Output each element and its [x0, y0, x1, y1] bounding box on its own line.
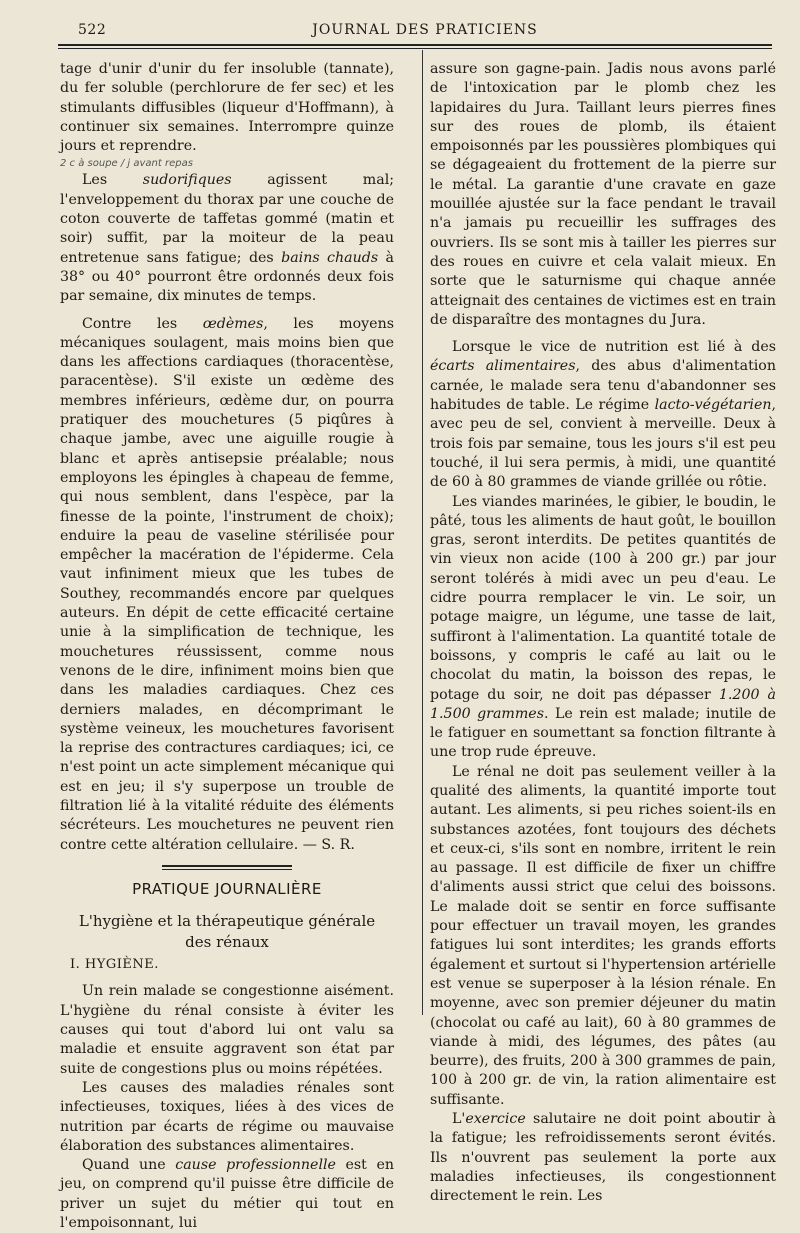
article-title: L'hygiène et la thérapeutique générale des rénaux: [78, 912, 376, 952]
paragraph: Contre les œdèmes, les moyens mécaniques soulagent, mais moins bien que dans les affections cardiaques (thoracentèse, paracentèse). S'il existe un œdème des membres inférieurs, œdème dur, on pourra pratiquer des mouchetures (5 piqûres à chaque jambe, avec une aiguille rougie à blanc et après antisepsie préalable; nous employons les épingles à chapeau de femme, qui nous semblent, dans l'espèce, par la finesse de la pointe, l'instrument de choix); enduire la peau de vaseline stérilisée pour empêcher la macération de l'épiderme. Cela vaut infiniment mieux que les tubes de Southey, recommandés encore par quelques auteurs. En dépit de cette efficacité certaine unie à la simplification de technique, les mouchetures réussissent, comme nous venons de le dire, infiniment moins bien que dans les maladies cardiaques. Chez ces derniers malades, en décomprimant le système veineux, les mouchetures favorisent la reprise des contractures cardiaques; ici, ce n'est point un acte simplement mécanique qui est en jeu; il s'y superpose un trouble de filtration lié à la vitalité réduite des éléments sécréteurs. Les mouchetures ne peuvent rien contre cette altération cellulaire. — S. R.: [60, 315, 394, 853]
handwritten-note: 2 c à soupe / j avant repas: [60, 158, 193, 170]
header-rule: [58, 44, 772, 49]
left-column: [60, 60, 394, 1233]
paragraph: Les viandes marinées, le gibier, le boudin, le pâté, tous les aliments de haut goût, le bouillon gras, seront interdits. De petites quantités de vin vieux non acide (100 à 200 gr.) par jour seront tolérés à midi avec un peu d'eau. Le cidre pourra remplacer le vin. Le soir, un potage maigre, un légume, une tasse de lait, suffiront à l'alimentation. La quantité totale de boissons, y compris le café au lait ou le chocolat du matin, la boisson des repas, le potage du soir, ne doit pas dépasser 1.200 à 1.500 grammes. Le rein est malade; inutile de le fatiguer en soumettant sa fonction filtrante à une trop rude épreuve.: [430, 493, 776, 761]
paragraph: Lorsque le vice de nutrition est lié à des écarts alimentaires, des abus d'alimentation carnée, le malade sera tenu d'abandonner ses habitudes de table. Le régime lacto-végétarien, avec peu de sel, convient à merveille. Deux à trois fois par semaine, tous les jours s'il est peu touché, il lui sera permis, à midi, une quantité de 60 à 80 grammes de viande grillée ou rôtie.: [430, 339, 776, 491]
paragraph: Quand une cause professionnelle est en jeu, on comprend qu'il puisse être difficile de priver un sujet du métier qui tout en l'empoisonnant, lui: [60, 1157, 394, 1232]
paragraph: Les sudorifiques agissent mal; l'enveloppement du thorax par une couche de coton couverte de taffetas gommé (matin et soir) suffit, par la moiteur de la peau entretenue sans fatigue; des bains chauds à 38° ou 40° pourront être ordonnés deux fois par semaine, dix minutes de temps.: [60, 172, 395, 305]
page-header: [78, 22, 772, 44]
paragraph: assure son gagne-pain. Jadis nous avons parlé de l'intoxication par le plomb chez les lapidaires du Jura. Taillant leurs pierres fines sur des roues de plomb, ils étaient empoisonnés par les poussières plombiques qui se dégageaient du frottement de la pierre sur le métal. La garantie d'une cravate en gaze mouillée ajustée sur la face pendant le travail n'a jamais pu recueillir les suffrages des ouvriers. Ils se sont mis à tailler les pierres sur des roues en cuivre et cela valait mieux. En sorte que le saturnisme qui chaque année atteignait des centaines de victimes est en train de disparaître des montagnes du Jura.: [430, 61, 776, 328]
column-divider: [422, 50, 423, 1015]
paragraph: Un rein malade se congestionne aisément. L'hygiène du rénal consiste à éviter les causes qui tout d'abord lui ont valu sa maladie et ensuite aggravent son état par suite de congestions plus ou moins répétées.: [60, 983, 394, 1077]
section-divider: [162, 865, 292, 870]
right-column: [430, 60, 776, 1207]
page-number: 522: [78, 22, 107, 38]
running-title: JOURNAL DES PRATICIENS: [312, 22, 538, 38]
paragraph: tage d'unir d'unir du fer insoluble (tannate), du fer soluble (perchlorure de fer sec) et les stimulants diffusibles (liqueur d'Hoffmann), à continuer six semaines. Interrompre quinze jours et reprendre.: [60, 61, 394, 155]
section-title: PRATIQUE JOURNALIÈRE: [132, 879, 322, 898]
subheading: I. HYGIÈNE.: [70, 957, 159, 973]
paragraph: Les causes des maladies rénales sont infectieuses, toxiques, liées à des vices de nutrition par écarts de régime ou mauvaise élaboration des substances alimentaires.: [60, 1079, 394, 1154]
paragraph: Le rénal ne doit pas seulement veiller à la qualité des aliments, la quantité importe tout autant. Les aliments, si peu riches soient-ils en substances azotées, font toujours des déchets et ceux-ci, s'ils sont en nombre, irritent le rein au passage. Il est difficile de fixer un chiffre d'aliments aussi strict que celui des boissons. Le malade doit se sentir en force suffisante pour effectuer un travail moyen, les grandes fatigues lui sont interdites; les grands efforts également et surtout si l'hypertension artérielle est venue se superposer à la lésion rénale. En moyenne, avec son premier déjeuner du matin (chocolat ou café au lait), 60 à 80 grammes de viande à midi, des légumes, des pâtes (au beurre), des fruits, 200 à 300 grammes de pain, 100 à 200 gr. de vin, la ration alimentaire est suffisante.: [430, 763, 776, 1108]
paragraph: L'exercice salutaire ne doit point aboutir à la fatigue; les refroidissements seront évités. Ils n'ouvrent pas seulement la porte aux maladies infectieuses, ils congestionnent directement le rein. Les: [430, 1111, 776, 1205]
